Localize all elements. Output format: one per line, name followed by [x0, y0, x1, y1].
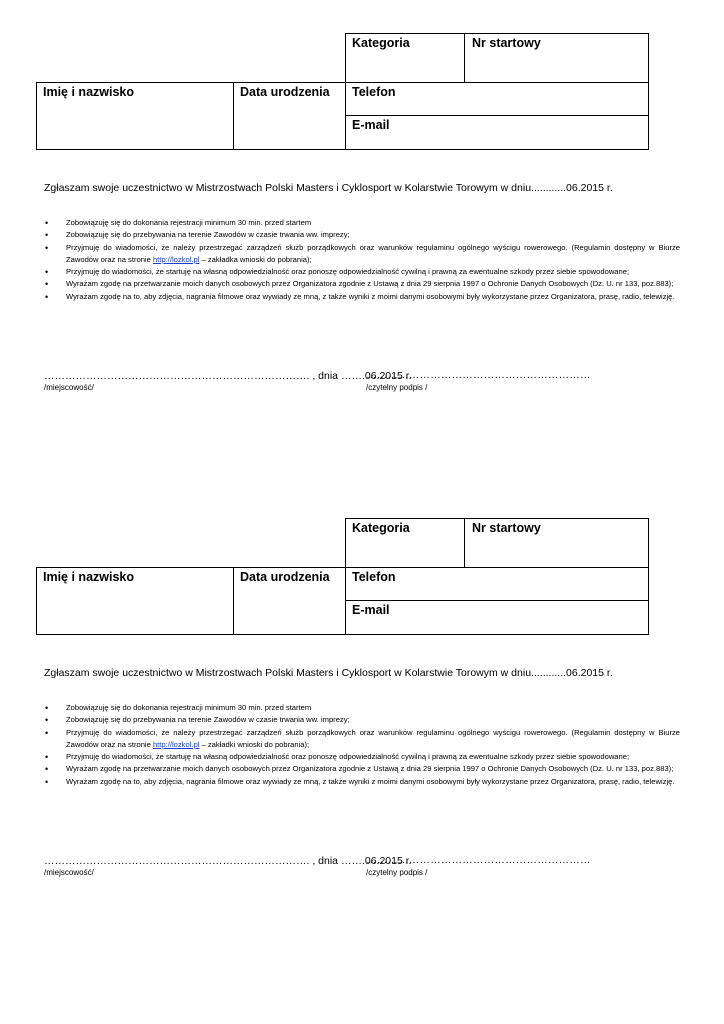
telefon-label: Telefon [352, 85, 396, 99]
rules-list [66, 702, 680, 788]
rule-item: • Wyrażam zgodę na to, aby zdjęcia, nagrania filmowe oraz wywiady ze mną, z także wyniki z moimi danymi osobowymi były wykorzystane przez Organizatora, prasę, radio, telewizję. [66, 291, 680, 303]
place-caption: /miejscowość/ [44, 383, 94, 392]
email-label: E-mail [352, 603, 390, 617]
signature-caption: /czytelny podpis / [366, 383, 428, 392]
email-cell[interactable] [345, 600, 649, 635]
email-cell[interactable] [345, 115, 649, 150]
kategoria-label: Kategoria [352, 521, 410, 535]
entry-form-1 [0, 33, 724, 453]
place-date-line: …………………………………………………………………. , dnia …….06.2015 r. [44, 855, 412, 867]
rule-item: • Zobowiązuję się do przebywania na terenie Zawodów w czasie trwania ww. imprezy; [66, 714, 680, 726]
place-date-line: …………………………………………………………………. , dnia …….06.2015 r. [44, 370, 412, 382]
rule-item: • Przyjmuję do wiadomości, że startuję na własną odpowiedzialność oraz ponoszę odpowiedzialność cywilną i prawną za ewentualne szkody przez siebie spowodowane; [66, 266, 680, 278]
lozkol-link[interactable]: http://lozkol.pl [152, 739, 200, 749]
imie-nazwisko-label: Imię i nazwisko [43, 570, 135, 584]
rule-item: • Zobowiązuję się do dokonania rejestracji minimum 30 min. przed startem [66, 702, 680, 714]
data-urodzenia-label: Data urodzenia [240, 85, 330, 99]
rule-item [66, 242, 680, 267]
declaration-text: Zgłaszam swoje uczestnictwo w Mistrzostwach Polski Masters i Cyklosport w Kolarstwie Torowym w dniu............06.2015 r. [44, 667, 613, 679]
imie-nazwisko-label: Imię i nazwisko [43, 85, 135, 99]
nr-startowy-label: Nr startowy [472, 36, 541, 50]
signature-line: ……………………………………………………… [366, 854, 591, 866]
nr-startowy-label: Nr startowy [472, 521, 541, 535]
rule-item: • Wyrażam zgodę na to, aby zdjęcia, nagrania filmowe oraz wywiady ze mną, z także wyniki z moimi danymi osobowymi były wykorzystane przez Organizatora, prasę, radio, telewizję. [66, 776, 680, 788]
rule-text: Przyjmuję do wiadomości, że należy przestrzegać zarządzeń służb porządkowych oraz warunków regulaminu ogólnego wyścigu rowerowego. (Regulamin dostępny w Biurze Zawodów oraz na stronie [66, 727, 680, 749]
rule-item: • Zobowiązuję się do dokonania rejestracji minimum 30 min. przed startem [66, 217, 680, 229]
rule-item: • Wyrażam zgodę na przetwarzanie moich danych osobowych przez Organizatora zgodnie z Ustawą z dnia 29 sierpnia 1997 o Ochronie Danych Osobowych (Dz. U. nr 133, poz.883); [66, 278, 680, 290]
kategoria-label: Kategoria [352, 36, 410, 50]
rule-text: – zakładka wnioski do pobrania); [199, 254, 312, 264]
rule-item: • Wyrażam zgodę na przetwarzanie moich danych osobowych przez Organizatora zgodnie z Ustawą z dnia 29 sierpnia 1997 o Ochronie Danych Osobowych (Dz. U. nr 133, poz.883); [66, 763, 680, 775]
lozkol-link[interactable]: http://lozkol.pl [152, 254, 200, 264]
place-caption: /miejscowość/ [44, 868, 94, 877]
telefon-label: Telefon [352, 570, 396, 584]
rules-list [66, 217, 680, 303]
signature-caption: /czytelny podpis / [366, 868, 428, 877]
data-urodzenia-label: Data urodzenia [240, 570, 330, 584]
email-label: E-mail [352, 118, 390, 132]
rule-item [66, 727, 680, 752]
rule-text: – zakładki wnioski do pobrania); [199, 739, 310, 749]
entry-form-2 [0, 518, 724, 938]
rule-item: • Przyjmuję do wiadomości, że startuję na własną odpowiedzialność oraz ponoszę odpowiedzialność cywilną i prawną za ewentualne szkody przez siebie spowodowane; [66, 751, 680, 763]
signature-line: ……………………………………………………… [366, 369, 591, 381]
rule-text: Przyjmuję do wiadomości, że należy przestrzegać zarządzeń służb porządkowych oraz warunków regulaminu ogólnego wyścigu rowerowego. (Regulamin dostępny w Biurze Zawodów oraz na stronie [66, 242, 680, 264]
rule-item: • Zobowiązuję się do przebywania na terenie Zawodów w czasie trwania ww. imprezy; [66, 229, 680, 241]
declaration-text: Zgłaszam swoje uczestnictwo w Mistrzostwach Polski Masters i Cyklosport w Kolarstwie Torowym w dniu............06.2015 r. [44, 182, 613, 194]
